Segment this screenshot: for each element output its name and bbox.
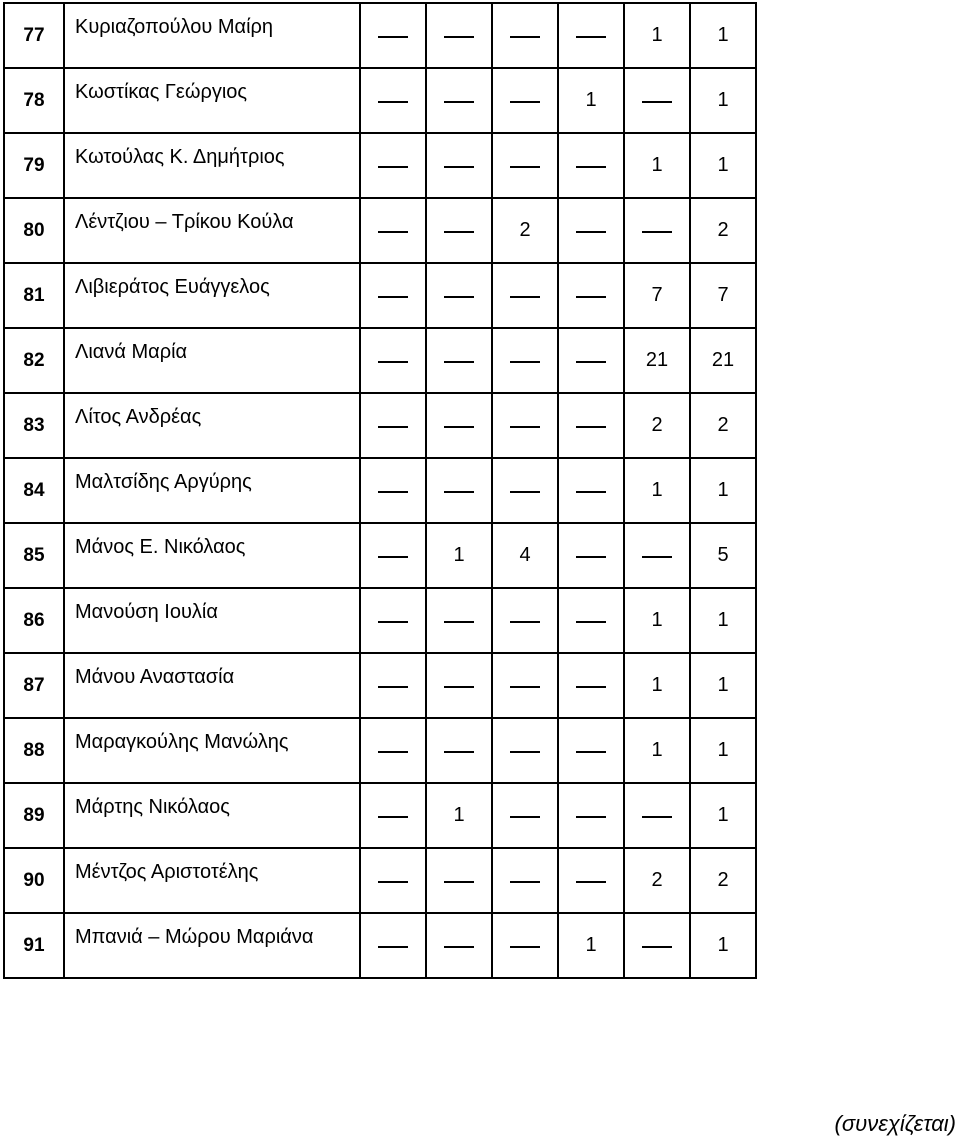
table-row: [4, 198, 756, 263]
name-cell: [64, 523, 360, 588]
value-cell-empty: [360, 783, 426, 848]
value-cell-empty: [492, 458, 558, 523]
dash-mark: [642, 556, 672, 558]
dash-mark: [642, 816, 672, 818]
value-cell-empty: [426, 263, 492, 328]
dash-mark: [510, 166, 540, 168]
name-cell: [64, 3, 360, 68]
dash-mark: [510, 491, 540, 493]
value-cell: 4: [492, 523, 558, 588]
name-cell: [64, 848, 360, 913]
dash-mark: [510, 361, 540, 363]
row-number: 91: [4, 913, 64, 978]
name-cell: [64, 133, 360, 198]
dash-mark: [642, 231, 672, 233]
member-name: Λέντζιου – Τρίκου Κούλα: [75, 211, 294, 233]
name-cell: [64, 913, 360, 978]
value-cell-empty: [492, 913, 558, 978]
dash-mark: [444, 751, 474, 753]
value-cell: 1: [624, 718, 690, 783]
dash-mark: [444, 101, 474, 103]
row-number: 86: [4, 588, 64, 653]
dash-mark: [510, 296, 540, 298]
value-cell: 1: [624, 3, 690, 68]
total-cell: 2: [690, 848, 756, 913]
value-cell-empty: [558, 393, 624, 458]
dash-mark: [444, 231, 474, 233]
value-cell: 1: [426, 783, 492, 848]
member-name: Μέντζος Αριστοτέλης: [75, 861, 259, 883]
dash-mark: [378, 426, 408, 428]
table-row: [4, 328, 756, 393]
value-cell-empty: [624, 783, 690, 848]
value-cell-empty: [360, 588, 426, 653]
value-cell-empty: [360, 68, 426, 133]
value-cell-empty: [624, 68, 690, 133]
total-cell: 7: [690, 263, 756, 328]
member-name: Λίτος Ανδρέας: [75, 406, 202, 428]
dash-mark: [576, 166, 606, 168]
value-cell-empty: [492, 68, 558, 133]
value-cell-empty: [558, 653, 624, 718]
name-cell: [64, 68, 360, 133]
dash-mark: [510, 621, 540, 623]
value-cell-empty: [426, 588, 492, 653]
row-number: 77: [4, 3, 64, 68]
dash-mark: [378, 686, 408, 688]
value-cell-empty: [558, 263, 624, 328]
value-cell-empty: [558, 718, 624, 783]
dash-mark: [576, 231, 606, 233]
value-cell-empty: [492, 3, 558, 68]
value-cell-empty: [426, 458, 492, 523]
table-row: [4, 848, 756, 913]
value-cell-empty: [360, 263, 426, 328]
dash-mark: [510, 946, 540, 948]
value-cell-empty: [360, 653, 426, 718]
table-row: [4, 458, 756, 523]
value-cell-empty: [558, 458, 624, 523]
value-cell-empty: [492, 263, 558, 328]
name-cell: [64, 393, 360, 458]
dash-mark: [378, 881, 408, 883]
value-cell-empty: [426, 653, 492, 718]
total-cell: 1: [690, 588, 756, 653]
value-cell-empty: [360, 3, 426, 68]
table-row: [4, 393, 756, 458]
dash-mark: [576, 426, 606, 428]
value-cell-empty: [558, 198, 624, 263]
value-cell-empty: [624, 198, 690, 263]
table-row: [4, 588, 756, 653]
members-table: [3, 2, 757, 979]
dash-mark: [576, 686, 606, 688]
value-cell-empty: [360, 133, 426, 198]
dash-mark: [444, 296, 474, 298]
value-cell-empty: [492, 848, 558, 913]
value-cell-empty: [624, 523, 690, 588]
value-cell-empty: [426, 328, 492, 393]
row-number: 84: [4, 458, 64, 523]
name-cell: [64, 328, 360, 393]
dash-mark: [510, 751, 540, 753]
name-cell: [64, 718, 360, 783]
row-number: 89: [4, 783, 64, 848]
dash-mark: [378, 101, 408, 103]
dash-mark: [444, 686, 474, 688]
value-cell-empty: [492, 783, 558, 848]
dash-mark: [444, 36, 474, 38]
dash-mark: [576, 36, 606, 38]
value-cell: 7: [624, 263, 690, 328]
member-name: Κωστίκας Γεώργιος: [75, 81, 248, 103]
value-cell-empty: [360, 458, 426, 523]
name-cell: [64, 263, 360, 328]
member-name: Μάνος Ε. Νικόλαος: [75, 536, 246, 558]
dash-mark: [378, 816, 408, 818]
dash-mark: [378, 491, 408, 493]
row-number: 81: [4, 263, 64, 328]
dash-mark: [510, 881, 540, 883]
table-row: [4, 68, 756, 133]
row-number: 83: [4, 393, 64, 458]
value-cell-empty: [558, 328, 624, 393]
total-cell: 1: [690, 783, 756, 848]
member-name: Μπανιά – Μώρου Μαριάνα: [75, 926, 314, 948]
value-cell: 2: [624, 848, 690, 913]
value-cell-empty: [624, 913, 690, 978]
total-cell: 2: [690, 393, 756, 458]
value-cell-empty: [426, 198, 492, 263]
row-number: 90: [4, 848, 64, 913]
dash-mark: [378, 36, 408, 38]
name-cell: [64, 783, 360, 848]
dash-mark: [444, 361, 474, 363]
value-cell-empty: [558, 588, 624, 653]
dash-mark: [576, 491, 606, 493]
dash-mark: [378, 166, 408, 168]
row-number: 85: [4, 523, 64, 588]
dash-mark: [510, 101, 540, 103]
member-name: Μάνου Αναστασία: [75, 666, 235, 688]
dash-mark: [378, 621, 408, 623]
value-cell-empty: [492, 653, 558, 718]
value-cell: 1: [624, 653, 690, 718]
value-cell: 21: [624, 328, 690, 393]
value-cell-empty: [360, 718, 426, 783]
dash-mark: [444, 491, 474, 493]
table-row: [4, 653, 756, 718]
dash-mark: [444, 881, 474, 883]
total-cell: 5: [690, 523, 756, 588]
value-cell-empty: [558, 848, 624, 913]
value-cell: 1: [558, 913, 624, 978]
value-cell: 1: [558, 68, 624, 133]
dash-mark: [642, 946, 672, 948]
member-name: Μαραγκούλης Μανώλης: [75, 731, 289, 753]
name-cell: [64, 588, 360, 653]
value-cell-empty: [492, 588, 558, 653]
value-cell: 2: [492, 198, 558, 263]
row-number: 79: [4, 133, 64, 198]
row-number: 87: [4, 653, 64, 718]
value-cell: 1: [426, 523, 492, 588]
value-cell-empty: [360, 393, 426, 458]
value-cell-empty: [360, 198, 426, 263]
table-row: [4, 133, 756, 198]
value-cell-empty: [426, 393, 492, 458]
member-name: Κυριαζοπούλου Μαίρη: [75, 16, 274, 38]
table-row: [4, 263, 756, 328]
continued-note: (συνεχίζεται): [834, 1111, 956, 1136]
members-table-body: [4, 3, 756, 978]
table-row: [4, 523, 756, 588]
total-cell: 1: [690, 458, 756, 523]
dash-mark: [378, 231, 408, 233]
table-row: [4, 913, 756, 978]
total-cell: 21: [690, 328, 756, 393]
dash-mark: [510, 36, 540, 38]
row-number: 82: [4, 328, 64, 393]
row-number: 88: [4, 718, 64, 783]
dash-mark: [510, 686, 540, 688]
dash-mark: [576, 881, 606, 883]
value-cell-empty: [360, 848, 426, 913]
value-cell-empty: [492, 718, 558, 783]
dash-mark: [576, 621, 606, 623]
value-cell: 1: [624, 588, 690, 653]
dash-mark: [576, 751, 606, 753]
total-cell: 1: [690, 913, 756, 978]
value-cell-empty: [492, 133, 558, 198]
dash-mark: [510, 816, 540, 818]
dash-mark: [444, 166, 474, 168]
value-cell-empty: [492, 328, 558, 393]
dash-mark: [378, 946, 408, 948]
table-row: [4, 3, 756, 68]
member-name: Κωτούλας Κ. Δημήτριος: [75, 146, 285, 168]
value-cell-empty: [558, 3, 624, 68]
dash-mark: [576, 296, 606, 298]
row-number: 78: [4, 68, 64, 133]
name-cell: [64, 458, 360, 523]
value-cell-empty: [426, 133, 492, 198]
row-number: 80: [4, 198, 64, 263]
dash-mark: [444, 946, 474, 948]
total-cell: 1: [690, 133, 756, 198]
total-cell: 1: [690, 68, 756, 133]
name-cell: [64, 198, 360, 263]
table-row: [4, 783, 756, 848]
total-cell: 1: [690, 3, 756, 68]
value-cell-empty: [558, 133, 624, 198]
value-cell: 2: [624, 393, 690, 458]
value-cell-empty: [360, 913, 426, 978]
value-cell-empty: [426, 68, 492, 133]
value-cell-empty: [426, 848, 492, 913]
value-cell: 1: [624, 133, 690, 198]
dash-mark: [510, 426, 540, 428]
table-row: [4, 718, 756, 783]
value-cell-empty: [426, 718, 492, 783]
dash-mark: [378, 556, 408, 558]
total-cell: 2: [690, 198, 756, 263]
total-cell: 1: [690, 718, 756, 783]
value-cell-empty: [360, 523, 426, 588]
value-cell-empty: [426, 3, 492, 68]
dash-mark: [444, 621, 474, 623]
member-name: Μανούση Ιουλία: [75, 601, 218, 623]
total-cell: 1: [690, 653, 756, 718]
value-cell-empty: [558, 783, 624, 848]
member-name: Μαλτσίδης Αργύρης: [75, 471, 252, 493]
dash-mark: [378, 296, 408, 298]
dash-mark: [378, 751, 408, 753]
dash-mark: [444, 426, 474, 428]
dash-mark: [378, 361, 408, 363]
dash-mark: [576, 816, 606, 818]
dash-mark: [642, 101, 672, 103]
name-cell: [64, 653, 360, 718]
dash-mark: [576, 556, 606, 558]
value-cell: 1: [624, 458, 690, 523]
dash-mark: [576, 361, 606, 363]
value-cell-empty: [492, 393, 558, 458]
member-name: Μάρτης Νικόλαος: [75, 796, 230, 818]
value-cell-empty: [558, 523, 624, 588]
value-cell-empty: [426, 913, 492, 978]
value-cell-empty: [360, 328, 426, 393]
member-name: Λιβιεράτος Ευάγγελος: [75, 276, 270, 298]
member-name: Λιανά Μαρία: [75, 341, 188, 363]
